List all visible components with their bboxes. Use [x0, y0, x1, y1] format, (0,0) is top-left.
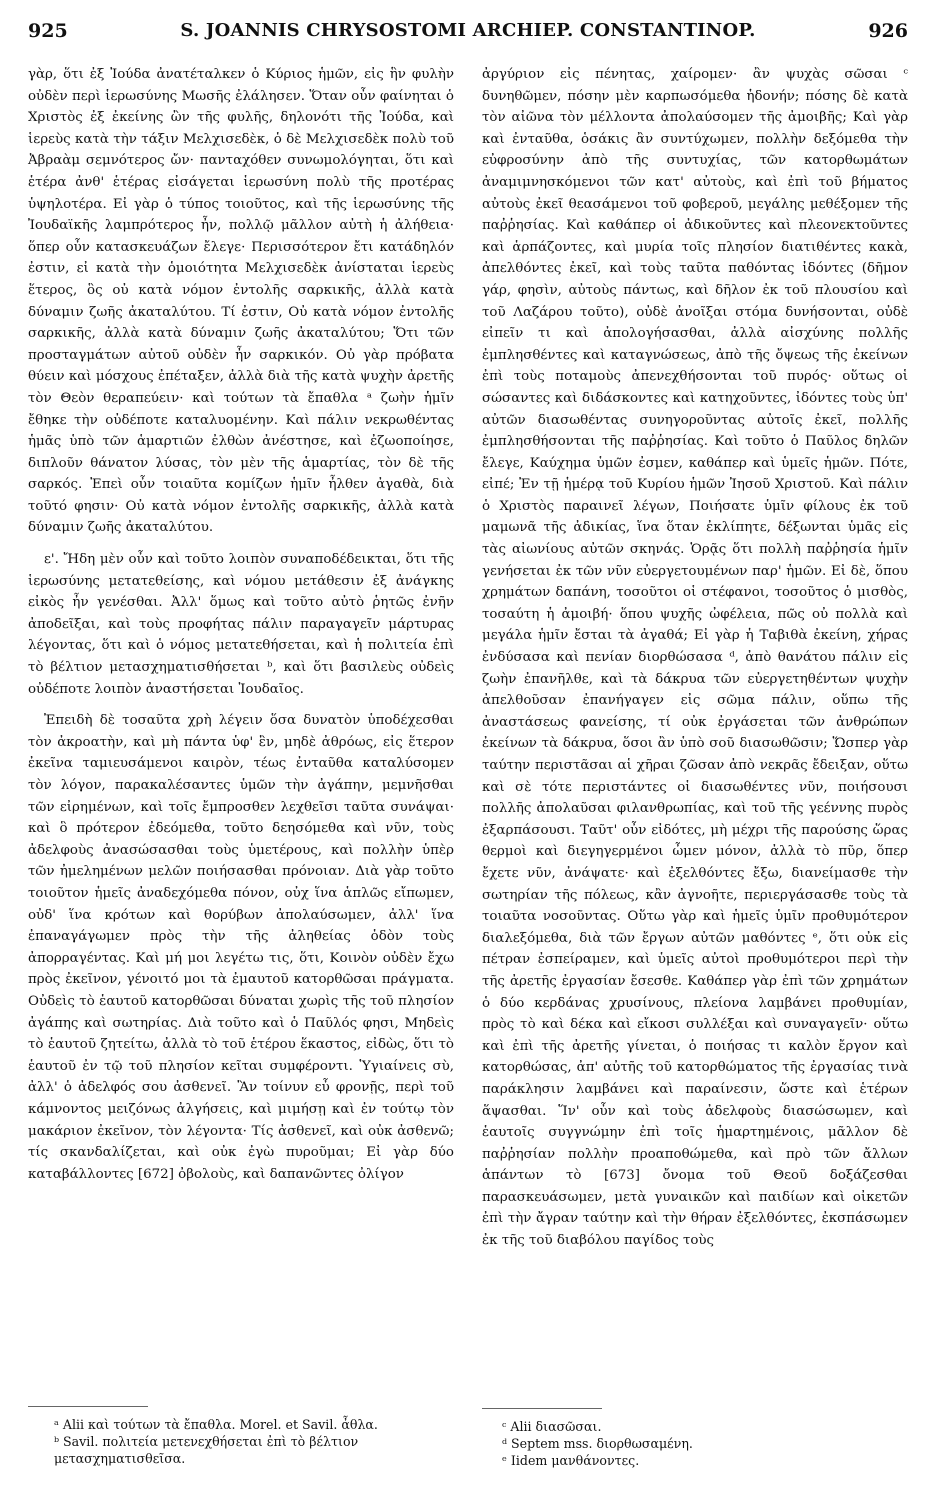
footnote-c: ᶜ Alii διασῶσαι. — [502, 1419, 602, 1434]
left-column — [28, 64, 454, 1185]
left-paragraph-1: γὰρ, ὅτι ἐξ Ἰούδα ἀνατέταλκεν ὁ Κύριος ἡμῶν, εἰς ἣν φυλὴν οὐδὲν περὶ ἱερωσύνης Μωσῆς ἐλάλησεν. Ὅταν οὖν φαίνηται ὁ Χριστὸς ἐξ ἐκείνης ὢν τῆς φυλῆς, δηλονότι τῆς Ἰούδα, καὶ ἱερεὺς κατὰ τὴν τάξιν Μελχισεδὲκ, ὁ δὲ Μελχισεδὲκ πολὺ τοῦ Ἀβραὰμ σεμνότερος ὤν· πανταχόθεν συνωμολόγηται, ὅτι καὶ ἑτέρα ἀνθ' ἑτέρας εἰσάγεται ἱερωσύνη πολὺ τῆς προτέρας ὑψηλοτέρα. Εἰ γὰρ ὁ τύπος τοιοῦτος, καὶ τῆς ἱερωσύνης τῆς Ἰουδαϊκῆς λαμπρότερος ἦν, πολλῷ μᾶλλον αὐτὴ ἡ ἀλήθεια· ὅπερ οὖν κατασκευάζων ἔλεγε· Περισσότερον ἔτι κατάδηλόν ἐστιν, εἰ κατὰ τὴν ὁμοιότητα Μελχισεδὲκ ἀνίσταται ἱερεὺς ἕτερος, ὃς οὐ κατὰ νόμον ἐντολῆς σαρκικῆς, ἀλλὰ κατὰ δύναμιν ζωῆς ἀκαταλύτου. Τί ἐστιν, Οὐ κατὰ νόμον ἐντολῆς σαρκικῆς, ἀλλὰ κατὰ δύναμιν ζωῆς ἀκαταλύτου; Ὅτι τῶν προσταγμάτων αὐτοῦ οὐδὲν ἦν σαρκικόν. Οὐ γὰρ πρόβατα θύειν καὶ μόσχους ἐπέταξεν, ἀλλὰ διὰ τῆς κατὰ ψυχὴν ἀρετῆς τὸν Θεὸν θεραπεύειν· καὶ τούτων τὰ ἔπαθλα ᵃ ζωὴν ἡμῖν ἔθηκε τὴν οὐδέποτε καταλυομένην. Καὶ πάλιν νεκρωθέντας ἡμᾶς ὑπὸ τῶν ἁμαρτιῶν ἐλθὼν ἀνέστησε, καὶ ἐζωοποίησε, διπλοῦν θάνατον λύσας, τὸν μὲν τῆς ἁμαρτίας, τὸν δὲ τῆς σαρκός. Ἐπεὶ οὖν τοιαῦτα κομίζων ἡμῖν ἦλθεν ἀγαθὰ, διὰ τοῦτό φησιν· Οὐ κατὰ νόμον ἐντολῆς σαρκικῆς, ἀλλὰ κατὰ δύναμιν ζωῆς ἀκαταλύτου. — [28, 67, 454, 536]
right-column — [482, 64, 908, 1252]
page-number-left: 925 — [28, 20, 68, 42]
footnote-d: ᵈ Septem mss. διορθωσαμένη. — [502, 1436, 693, 1451]
left-paragraph-2: ε'. Ἤδη μὲν οὖν καὶ τοῦτο λοιπὸν συναποδέδεικται, ὅτι τῆς ἱερωσύνης μετατεθείσης, καὶ νόμου μετάθεσιν ἐξ ἀνάγκης εἰκὸς ἦν γενέσθαι. Ἀλλ' ὅμως καὶ τοῦτο αὐτὸ ῥητῶς ἐνῆν ἀποδεῖξαι, καὶ τοὺς προφήτας πάλιν παραγαγεῖν μάρτυρας λέγοντας, ὅτι καὶ ὁ νόμος μετατεθήσεται, καὶ ἡ πολιτεία ἐπὶ τὸ βέλτιον μετασχηματισθήσεται ᵇ, καὶ ὅτι βασιλεὺς οὐδεὶς οὐδέποτε λοιπὸν ἀναστήσεται Ἰουδαῖος. — [28, 552, 454, 697]
page-header — [28, 20, 908, 46]
running-title: S. JOANNIS CHRYSOSTOMI ARCHIEP. CONSTANTINOP. — [180, 20, 756, 41]
footnotes-right — [502, 1418, 902, 1469]
footnote-rule-right — [482, 1408, 602, 1409]
right-paragraph-1: ἀργύριον εἰς πένητας, χαίρομεν· ἂν ψυχὰς σῶσαι ᶜ δυνηθῶμεν, πόσην μὲν καρπωσόμεθα ἡδονήν; πόσης δὲ κατὰ τὸν αἰῶνα τὸν μέλλοντα ἀπολαύσομεν τῆς ἀμοιβῆς; Καὶ γὰρ καὶ ἐνταῦθα, ὁσάκις ἂν συντύχωμεν, πολλὴν δεξόμεθα τὴν εὐφροσύνην ἀπὸ τῆς συντυχίας, τῶν κατορθωμάτων ἀναμιμνησκόμενοι τῶν κατ' αὐτοὺς, καὶ ἐπὶ τοῦ βήματος αὐτοὺς ἐκεῖ θεασάμενοι τοῦ φοβεροῦ, μεγάλης μεθέξομεν τῆς παῤῥησίας. Καὶ καθάπερ οἱ ἀδικοῦντες καὶ πλεονεκτοῦντες καὶ ἁρπάζοντες, καὶ μυρία τοῖς πλησίον διατιθέντες κακὰ, ἀπελθόντες ἐκεῖ, καὶ τοὺς ταῦτα παθόντας ἰδόντες (δῆμον γάρ, φησὶν, αὐτοὺς πάντως, καὶ δῆλον ἐκ τοῦ πλουσίου καὶ τοῦ Λαζάρου τοῦτο), οὐδὲ ἀνοῖξαι στόμα δυνήσονται, οὐδὲ εἰπεῖν τι καὶ ἀπολογήσασθαι, ἀλλὰ αἰσχύνης πολλῆς ἐμπλησθέντες καὶ καταγνώσεως, ἀπὸ τῆς ὄψεως τῆς ἐκείνων ἐπὶ τοὺς ποταμοὺς ἀπενεχθήσονται τοῦ πυρός· οὕτως οἱ σώσαντες καὶ διδάσκοντες καὶ κατηχοῦντες, ἰδόντες τοὺς ὑπ' αὐτῶν διασωθέντας συνηγοροῦντας αὐτοῖς ἐκεῖ, πολλῆς ἐμπλησθήσονται τῆς παῤῥησίας. Καὶ τοῦτο ὁ Παῦλος δηλῶν ἔλεγε, Καύχημα ὑμῶν ἐσμεν, καθάπερ καὶ ὑμεῖς ἡμῶν. Πότε, εἰπέ; Ἐν τῇ ἡμέρᾳ τοῦ Κυρίου ἡμῶν Ἰησοῦ Χριστοῦ. Καὶ πάλιν ὁ Χριστὸς παραινεῖ λέγων, Ποιήσατε ὑμῖν φίλους ἐκ τοῦ μαμωνᾶ τῆς ἀδικίας, ἵνα ὅταν ἐκλίπητε, δέξωνται ὑμᾶς εἰς τὰς αἰωνίους αὐτῶν σκηνάς. Ὁρᾷς ὅτι πολλὴ παῤῥησία ἡμῖν γενήσεται ἐκ τῶν νῦν εὐεργετουμένων παρ' ἡμῶν. Εἰ δὲ, ὅπου χρημάτων δαπάνη, τοσοῦτοι οἱ στέφανοι, τοσοῦτος ὁ μισθὸς, τοσαύτη ἡ ἀμοιβή· ὅπου ψυχῆς ὠφέλεια, πῶς οὐ πολλὰ καὶ μεγάλα ἡμῖν ἔσται τὰ ἀγαθά; Εἰ γὰρ ἡ Ταβιθὰ ἐκείνη, χήρας ἐνδύσασα καὶ πενίαν διορθώσασα ᵈ, ἀπὸ θανάτου πάλιν εἰς ζωὴν ἐπανῆλθε, καὶ τὰ δάκρυα τῶν εὐεργετηθέντων ψυχὴν ἀπελθοῦσαν ἐπανήγαγεν εἰς σῶμα πάλιν, οὕπω τῆς ἀναστάσεως φανείσης, τί οὐκ ἐργάσεται τῶν ἀνθρώπων ἐκείνων τὰ δάκρυα, ὅσοι ἂν ὑπὸ σοῦ διασωθῶσιν; Ὥσπερ γὰρ ταύτην περιστᾶσαι αἱ χῆραι ζῶσαν ἀπὸ νεκρᾶς ἔδειξαν, οὕτω καὶ σὲ τότε περιστάντες οἱ διασωθέντες νῦν, ποιήσουσι πολλῆς ἀπολαῦσαι φιλανθρωπίας, καὶ τοῦ τῆς γεέννης πυρὸς ἐξαρπάσουσι. Ταῦτ' οὖν εἰδότες, μὴ μέχρι τῆς παρούσης ὥρας θερμοὶ καὶ διεγηγερμένοι ὦμεν μόνον, ἀλλὰ τὸ πῦρ, ὅπερ ἔχετε νῦν, ἀνάψατε· καὶ ἐξελθόντες ἔξω, διανείμασθε τὴν σωτηρίαν τῆς πόλεως, κἂν ἀγνοῆτε, περιεργάσασθε τοὺς τὰ τοιαῦτα νοσοῦντας. Οὕτω γὰρ καὶ ἡμεῖς ὑμῖν προθυμότερον διαλεξόμεθα, διὰ τῶν ἔργων αὐτῶν μαθόντες ᵉ, ὅτι οὐκ εἰς πέτραν ἐσπείραμεν, καὶ ὑμεῖς αὐτοὶ προθυμότεροι περὶ τὴν τῆς ἀρετῆς ἐργασίαν ἔσεσθε. Καθάπερ γὰρ ἐπὶ τῶν χρημάτων ὁ δύο κερδάνας χρυσίνους, πλείονα λαμβάνει προθυμίαν, πρὸς τὸ καὶ δέκα καὶ εἴκοσι συλλέξαι καὶ συναγαγεῖν· οὕτω καὶ ἐπὶ τῆς ἀρετῆς γίνεται, ὁ ποιήσας τι καλὸν ἔργον καὶ κατορθώσας, ἀπ' αὐτῆς τοῦ κατορθώματος τῆς ἐργασίας τινὰ παράκλησιν λαμβάνει καὶ παραίνεσιν, ὥστε καὶ ἑτέρων ἅψασθαι. Ἵν' οὖν καὶ τοὺς ἀδελφοὺς διασώσωμεν, καὶ ἑαυτοῖς συγγνώμην ἐπὶ τοῖς ἡμαρτημένοις, μᾶλλον δὲ παῤῥησίαν πολλὴν προαποθώμεθα, καὶ πρὸ τῶν ἄλλων ἁπάντων τὸ [673] ὄνομα τοῦ Θεοῦ δοξάζεσθαι παρασκευάσωμεν, μετὰ γυναικῶν καὶ παιδίων καὶ οἰκετῶν ἐπὶ τὴν ἄγραν ταύτην καὶ τὴν θήραν ἐξελθόντες, ἐκσπάσωμεν ἐκ τῆς τοῦ διαβόλου παγίδος τοὺς — [482, 67, 908, 1249]
left-paragraph-3: Ἐπειδὴ δὲ τοσαῦτα χρὴ λέγειν ὅσα δυνατὸν ὑποδέχεσθαι τὸν ἀκροατὴν, καὶ μὴ πάντα ὑφ' ἓν, μηδὲ ἀθρόως, εἰς ἕτερον ἐκεῖνα ταμιευσάμενοι καιρὸν, τέως ἐνταῦθα καταλύσομεν τὸν λόγον, παρακαλέσαντες ὑμῶν τὴν ἀγάπην, μεμνῆσθαι τῶν εἰρημένων, καὶ τοῖς ἔμπροσθεν λεχθεῖσι ταῦτα συνάψαι· καὶ ὃ πρότερον ἐδεόμεθα, τοῦτο δεησόμεθα καὶ νῦν, τοὺς ἀδελφοὺς ἀνασώσασθαι τοὺς ὑμετέρους, καὶ πολλὴν ὑπὲρ τῶν ἠμελημένων μελῶν ποιήσασθαι πρόνοιαν. Διὰ γὰρ τοῦτο τοιοῦτον ἡμεῖς ἀναδεχόμεθα πόνον, οὐχ ἵνα ἁπλῶς εἴπωμεν, οὐδ' ἵνα κρότων καὶ θορύβων ἀπολαύσωμεν, ἀλλ' ἵνα ἐπαναγάγωμεν πρὸς τὴν τῆς ἀληθείας ὁδὸν τοὺς ἀπορραγέντας. Καὶ μή μοι λεγέτω τις, ὅτι, Κοινὸν οὐδὲν ἔχω πρὸς ἐκεῖνον, γένοιτό μοι τὰ ἐμαυτοῦ κατορθῶσαι πράγματα. Οὐδεὶς τὸ ἑαυτοῦ κατορθῶσαι δύναται χωρὶς τῆς τοῦ πλησίον ἀγάπης καὶ σωτηρίας. Διὰ τοῦτο καὶ ὁ Παῦλός φησι, Μηδεὶς τὸ ἑαυτοῦ ζητείτω, ἀλλὰ τὸ τοῦ ἑτέρου ἕκαστος, εἰδὼς, ὅτι τὸ ἑαυτοῦ ἐν τῷ τοῦ πλησίον κεῖται συμφέροντι. Ὑγιαίνεις σὺ, ἀλλ' ὁ ἀδελφός σου ἀσθενεῖ. Ἂν τοίνυν εὖ φρονῇς, περὶ τοῦ κάμνοντος μειζόνως ἀλγήσεις, καὶ μιμήσῃ καὶ ἐν τούτῳ τὸν μακάριον ἐκεῖνον, τὸν λέγοντα· Τίς ἀσθενεῖ, καὶ οὐκ ἀσθενῶ; τίς σκανδαλίζεται, καὶ οὐκ ἐγὼ πυροῦμαι; Εἰ γὰρ δύο καταβάλλοντες [672] ὀβολοὺς, καὶ δαπανῶντες ὀλίγον — [28, 713, 454, 1182]
page-number-right: 926 — [868, 20, 908, 42]
footnote-e: ᵉ Iidem μανθάνοντες. — [502, 1453, 640, 1468]
footnote-b: ᵇ Savil. πολιτεία μετενεχθήσεται ἐπὶ τὸ βέλτιον μετασχηματισθεῖσα. — [54, 1434, 359, 1466]
footnote-rule-left — [28, 1406, 148, 1407]
footnotes-left — [54, 1416, 454, 1467]
footnote-a: ᵃ Alii καὶ τούτων τὰ ἔπαθλα. Morel. et Savil. ἆθλα. — [54, 1417, 378, 1432]
